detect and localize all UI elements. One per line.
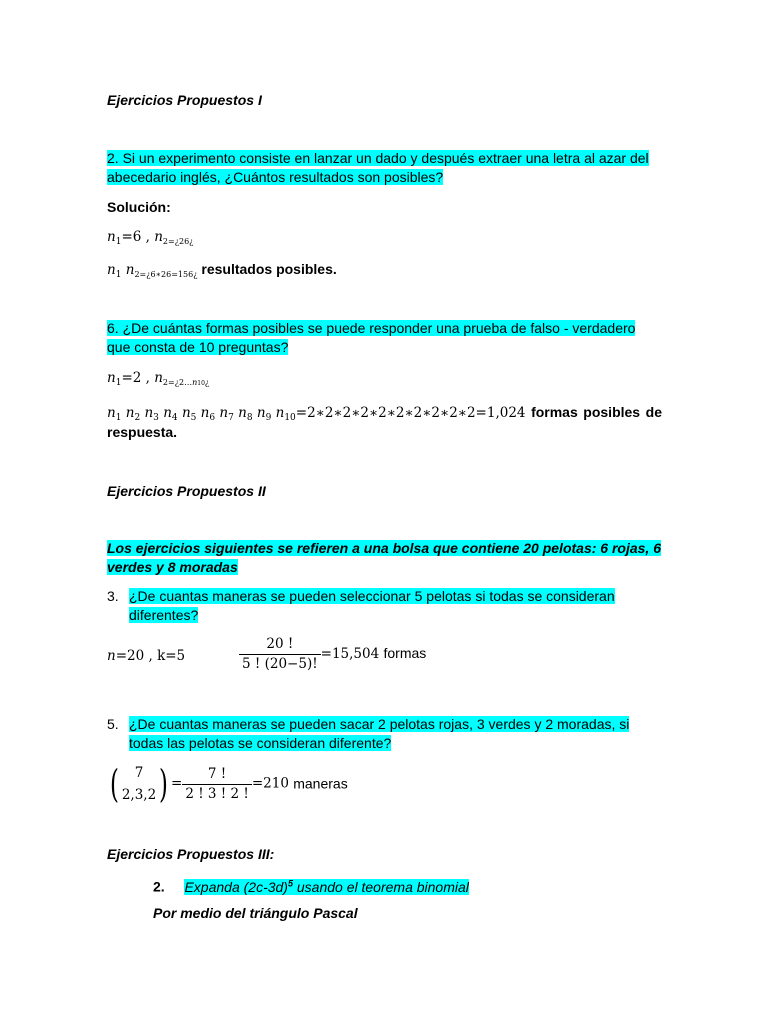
- section-heading-3: Ejercicios Propuestos III:: [107, 846, 275, 862]
- equation-4-rhs: =2∗2∗2∗2∗2∗2∗2∗2∗2∗2=1,024: [295, 405, 526, 421]
- n-term: n: [107, 405, 116, 421]
- n-term-subscript: 10: [284, 413, 296, 423]
- equation-2: $n_1$ $n_{2=¿6∗26=156¿}$ resultados posibles.: [107, 261, 337, 280]
- exercise-2-number: 2.: [153, 878, 165, 895]
- section-2-intro-text: Los ejercicios siguientes se refieren a una bolsa que contiene 20 pelotas: 6 rojas, 6 verdes y 8 moradas: [107, 540, 661, 575]
- n-term: n: [144, 405, 154, 421]
- question-3-text: ¿De cuantas maneras se pueden seleccionar 5 pelotas si todas se consideran diferentes?: [129, 588, 615, 623]
- section-heading-2: Ejercicios Propuestos II: [107, 483, 266, 499]
- equation-4-word-3: de: [645, 404, 662, 420]
- question-5-number: 5.: [107, 716, 119, 732]
- n-term: n: [163, 405, 172, 421]
- solution-label: Solución:: [107, 199, 171, 215]
- equation-3: $n_1=2$ , $n_{2=¿2\dots n10¿}$: [107, 370, 210, 388]
- exercise-2-text: Expanda $(2c-3d)^5$ usando el teorema binomial: [184, 878, 469, 895]
- equation-4-continuation: respuesta.: [107, 424, 178, 440]
- n-term-subscript: 7: [228, 413, 234, 423]
- n-term-subscript: 8: [246, 413, 253, 423]
- question-5: [107, 715, 662, 753]
- pascal-subheading: Por medio del triángulo Pascal: [153, 905, 358, 921]
- n-term: n: [125, 405, 135, 421]
- equation-5-result: =15,504: [320, 646, 380, 662]
- question-3: [107, 587, 662, 625]
- equation-4-word-1: formas: [531, 404, 578, 420]
- n-term: n: [275, 405, 285, 421]
- equation-6-word: maneras: [293, 775, 348, 792]
- n-term-subscript: 6: [209, 413, 216, 423]
- equation-1: $n_1=6$ , $n_{2=¿26¿}$: [107, 229, 194, 247]
- n-term: n: [238, 405, 247, 421]
- equation-4: [107, 403, 662, 442]
- n-term-subscript: 5: [190, 413, 197, 423]
- n-term: n: [256, 405, 266, 421]
- question-6: [107, 319, 662, 357]
- question-2-text: 2. Si un experimento consiste en lanzar un dado y después extraer una letra al azar del abecedario inglés, ¿Cuántos resultados son posibles?: [107, 150, 649, 185]
- n-term-subscript: 2: [134, 413, 141, 423]
- question-3-number: 3.: [107, 588, 119, 604]
- equation-5: n=20 , k=5 $\frac{20 !}{5 ! (20-5)!}$ =15,504 formas: [107, 636, 427, 672]
- exercise-2: [153, 874, 662, 897]
- equation-5-lhs: =20 , k=5: [115, 648, 186, 664]
- question-6-text: 6. ¿De cuántas formas posibles se puede responder una prueba de falso - verdadero que consta de 10 preguntas?: [107, 320, 636, 355]
- section-heading-1: Ejercicios Propuestos I: [107, 92, 262, 108]
- section-2-intro: [107, 539, 662, 577]
- n-term: n: [181, 405, 191, 421]
- equation-4-expression: [107, 404, 526, 423]
- equation-6-result: =210: [251, 775, 289, 792]
- question-2: [107, 149, 662, 187]
- equation-4-word-2: posibles: [583, 404, 641, 420]
- n-term: n: [200, 405, 210, 421]
- n-term-subscript: 9: [265, 413, 272, 423]
- equation-6-fraction: $\frac{7 !}{2 ! 3 ! 2 !}$: [182, 765, 252, 804]
- equation-5-fraction: $\frac{20 !}{5 ! (20-5)!}$: [239, 635, 321, 674]
- equation-6: ( 7 2,3,2 ) = $\frac{7 !}{2 ! 3 ! 2 !}$ =210 maneras: [107, 762, 662, 806]
- n-term-subscript: 3: [153, 413, 159, 423]
- n-term: n: [219, 405, 229, 421]
- question-5-text: ¿De cuantas maneras se pueden sacar 2 pelotas rojas, 3 verdes y 2 moradas, si todas las pelotas se consideran diferente?: [129, 716, 630, 751]
- equation-5-word: formas: [383, 645, 427, 661]
- n-term-subscript: 1: [115, 413, 122, 423]
- equation-6-multinomial: ( 7 2,3,2 ): [109, 762, 169, 806]
- n-term-subscript: 4: [171, 413, 178, 423]
